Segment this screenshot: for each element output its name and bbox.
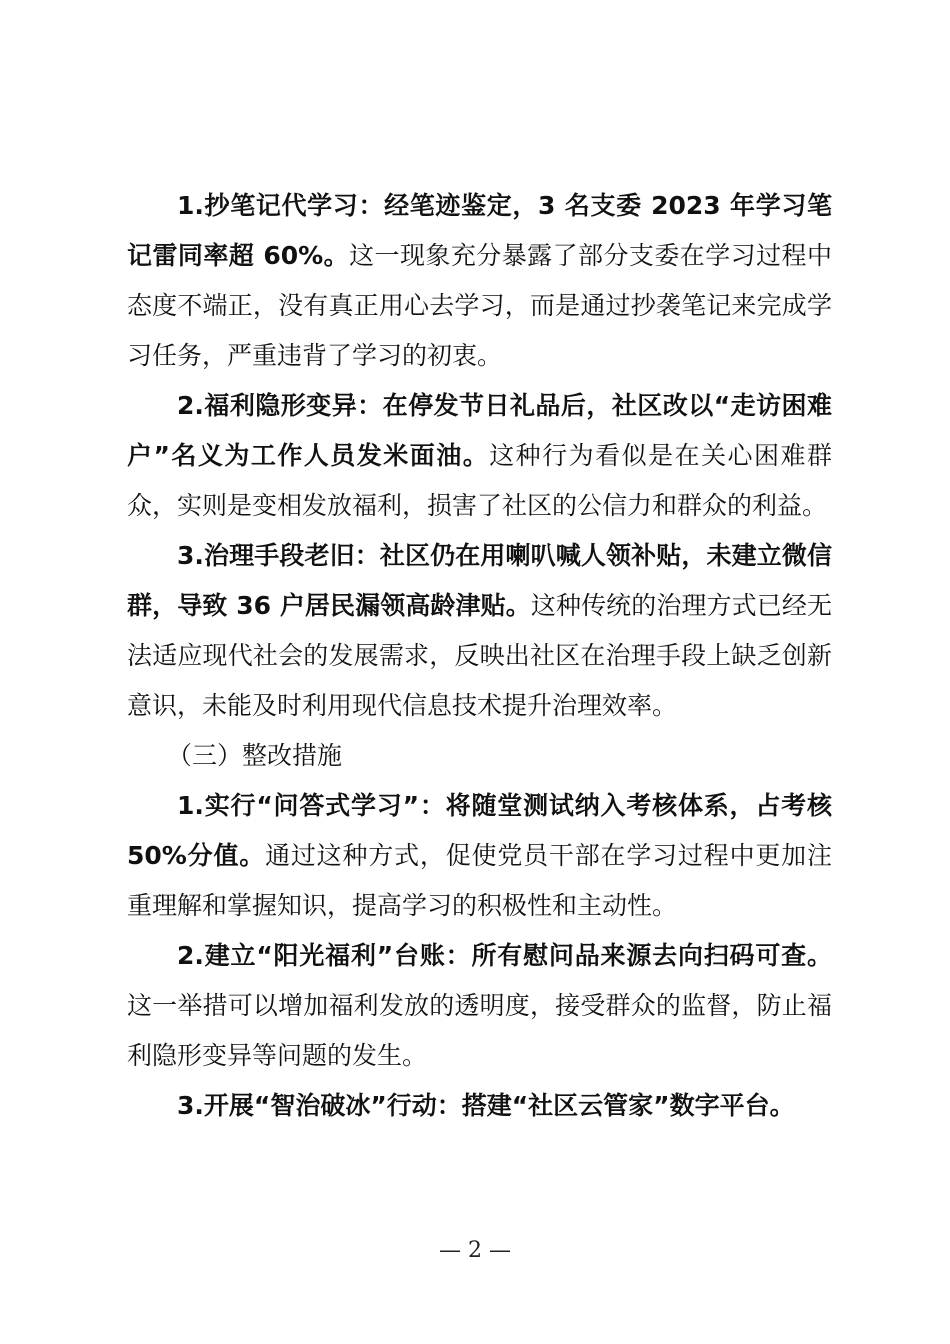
- paragraph-measure-1-text: 通过这种方式，促使党员干部在学习过程中更加注重理解和掌握知识，提高学习的积极性和主动性。: [127, 841, 832, 920]
- paragraph-issue-1: [127, 181, 832, 381]
- paragraph-measure-3: [127, 1081, 832, 1131]
- paragraph-issue-2-text: 这种行为看似是在关心困难群众，实则是变相发放福利，损害了社区的公信力和群众的利益。: [127, 441, 832, 520]
- paragraph-measure-2-bold: 2.建立“阳光福利”台账：所有慰问品来源去向扫码可查。: [177, 941, 832, 970]
- paragraph-issue-3: [127, 531, 832, 731]
- paragraph-issue-1-bold: 1.抄笔记代学习：经笔迹鉴定，3 名支委 2023 年学习笔记雷同率超 60%。: [127, 191, 832, 270]
- paragraph-issue-2-bold: 2.福利隐形变异：在停发节日礼品后，社区改以“走访困难户”名义为工作人员发米面油。: [127, 391, 832, 470]
- paragraph-measure-1-bold: 1.实行“问答式学习”：将随堂测试纳入考核体系，占考核 50%分值。: [127, 791, 832, 870]
- paragraph-issue-3-bold: 3.治理手段老旧：社区仍在用喇叭喊人领补贴，未建立微信群，导致 36 户居民漏领高龄津贴。: [127, 541, 832, 620]
- paragraph-measure-2: [127, 931, 832, 1081]
- paragraph-measure-1: [127, 781, 832, 931]
- paragraph-measure-3-bold: 3.开展“智治破冰”行动：搭建“社区云管家”数字平台。: [177, 1091, 795, 1120]
- document-body: [127, 181, 832, 1131]
- section-heading: （三）整改措施: [167, 741, 343, 770]
- paragraph-issue-3-text: 这种传统的治理方式已经无法适应现代社会的发展需求，反映出社区在治理手段上缺乏创新意识，未能及时利用现代信息技术提升治理效率。: [127, 591, 832, 720]
- page-number: — 2 —: [439, 1238, 511, 1263]
- paragraph-measure-2-text: 这一举措可以增加福利发放的透明度，接受群众的监督，防止福利隐形变异等问题的发生。: [127, 991, 832, 1070]
- paragraph-issue-1-text: 这一现象充分暴露了部分支委在学习过程中态度不端正，没有真正用心去学习，而是通过抄袭笔记来完成学习任务，严重违背了学习的初衷。: [127, 241, 832, 370]
- paragraph-issue-2: [127, 381, 832, 531]
